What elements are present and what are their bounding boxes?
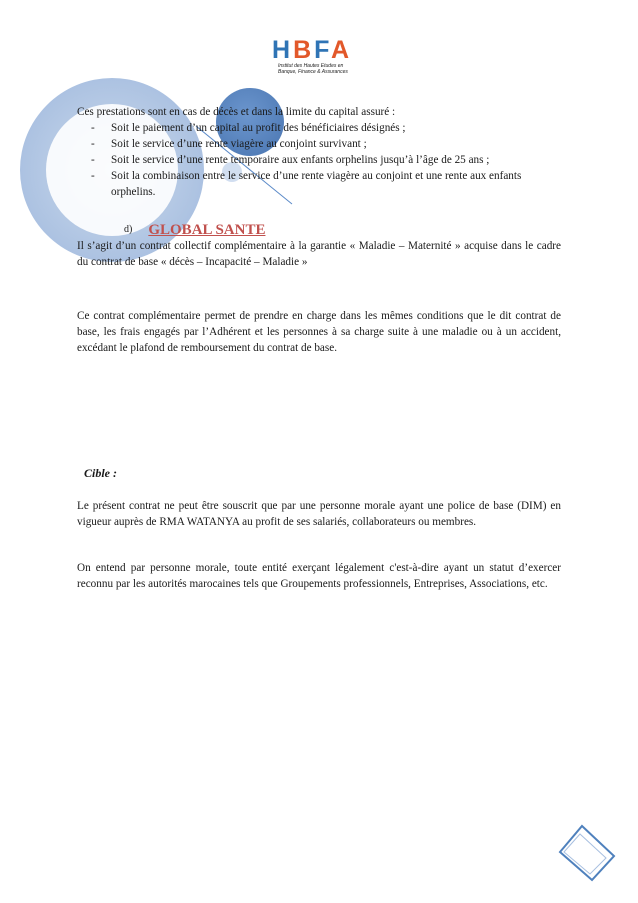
benefit-list — [77, 120, 547, 200]
page-corner-decoration — [556, 822, 618, 884]
list-item: - Soit le paiement d’un capital au profit des bénéficiaires désignés ; — [77, 120, 547, 136]
logo-subtitle-line: Institut des Hautes Etudes en — [278, 63, 344, 69]
hbfa-logo — [270, 36, 370, 82]
logo-subtitle — [278, 63, 368, 75]
cible-heading: Cible : — [84, 466, 117, 480]
list-item: - Soit le service d’une rente temporaire aux enfants orphelins jusqu’à l’âge de 25 ans ; — [77, 152, 547, 168]
logo-letters — [272, 36, 352, 65]
logo-letter-a: A — [331, 36, 353, 64]
list-item: - Soit la combinaison entre le service d’une rente viagère au conjoint et une rente aux enfants orphelins. — [77, 168, 547, 200]
paragraph: Il s’agit d’un contrat collectif complémentaire à la garantie « Maladie – Maternité » acquise dans le cadre du contrat de base « décès – Incapacité – Maladie » — [77, 240, 561, 268]
list-item: - Soit le service d’une rente viagère au conjoint survivant ; — [77, 136, 547, 152]
logo-letter-h: H — [272, 36, 294, 64]
section-marker: d) — [124, 224, 133, 235]
paragraph: Le présent contrat ne peut être souscrit que par une personne morale ayant une police de base (DIM) en vigueur auprès de RMA WATANYA au profit de ses salariés, collaborateurs ou membres. — [77, 500, 561, 528]
logo-letter-f: F — [314, 36, 332, 64]
paragraph: On entend par personne morale, toute entité exerçant légalement c'est-à-dire ayant un statut d’exercer reconnu par les autorités marocaines tels que Groupements professionnels, Entreprises, Associations, etc. — [77, 562, 561, 590]
logo-letter-b: B — [293, 36, 315, 64]
intro-text: Ces prestations sont en cas de décès et dans la limite du capital assuré : — [77, 106, 396, 118]
section-heading — [124, 221, 265, 239]
logo-subtitle-line: Banque, Finance & Assurances — [278, 69, 348, 75]
section-title: GLOBAL SANTE — [148, 222, 266, 238]
paragraph: Ce contrat complémentaire permet de prendre en charge dans les mêmes conditions que le dit contrat de base, les frais engagés par l’Adhérent et les personnes à sa charge suite à une maladie ou à un accident, excédant le plafond de remboursement du contrat de base. — [77, 310, 561, 354]
